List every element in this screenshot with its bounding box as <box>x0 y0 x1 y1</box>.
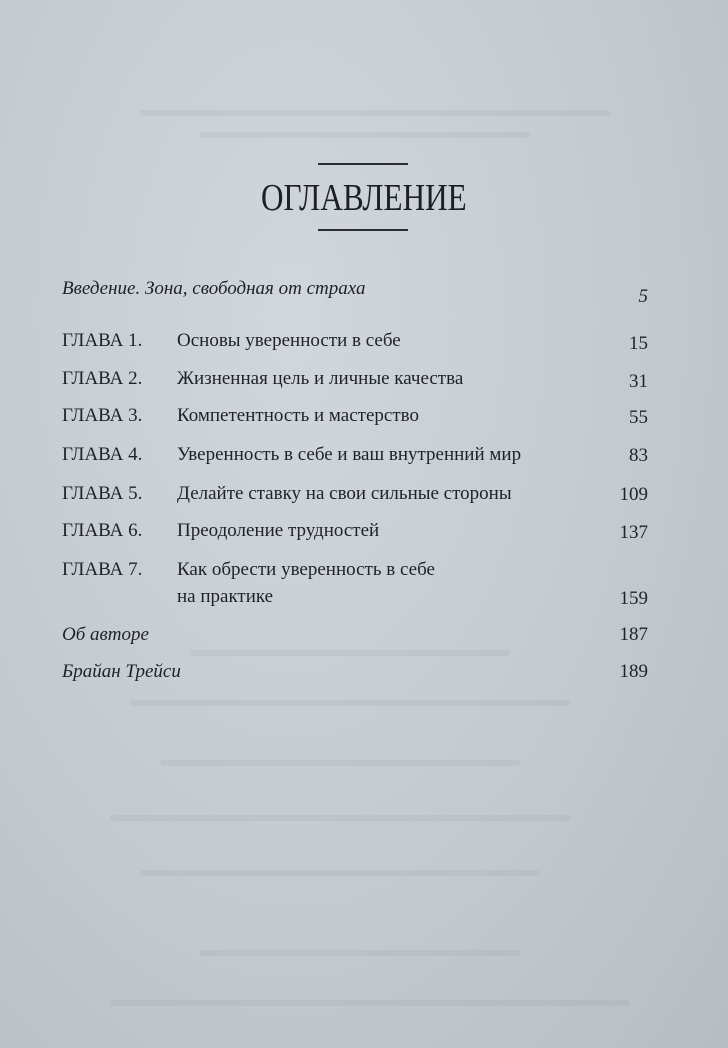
toc-page-number: 83 <box>629 445 648 466</box>
toc-entry-chapter-3 <box>62 403 648 433</box>
toc-entry-title: Введение. Зона, свободная от страха <box>62 278 366 299</box>
chapter-label: ГЛАВА 2. <box>62 368 143 389</box>
chapter-title: Основы уверенности в себе <box>177 330 401 351</box>
toc-page-number: 159 <box>619 588 648 609</box>
bleed-through-mark <box>110 1000 630 1006</box>
chapter-label: ГЛАВА 6. <box>62 520 143 541</box>
chapter-title: Как обрести уверенность в себе <box>177 559 435 580</box>
toc-entry-title: Об авторе <box>62 624 149 645</box>
toc-entry-chapter-4 <box>62 442 648 472</box>
chapter-label: ГЛАВА 5. <box>62 483 143 504</box>
toc-page-number: 187 <box>619 624 648 645</box>
chapter-title: Уверенность в себе и ваш внутренний мир <box>177 444 522 465</box>
heading-rule-top <box>318 163 408 165</box>
toc-page-number: 109 <box>619 484 648 505</box>
toc-entry-about-author <box>62 622 648 652</box>
toc-entry-chapter-7 <box>62 557 648 615</box>
toc-page-number: 31 <box>629 371 648 392</box>
chapter-title: Компетентность и мастерство <box>177 405 419 426</box>
chapter-label: ГЛАВА 4. <box>62 444 143 465</box>
chapter-title: Жизненная цель и личные качества <box>177 368 464 389</box>
chapter-title: Делайте ставку на свои сильные стороны <box>177 483 512 504</box>
chapter-title-continued: на практике <box>177 586 274 607</box>
bleed-through-mark <box>110 815 570 821</box>
toc-entry-title: Брайан Трейси <box>62 661 181 682</box>
chapter-title: Преодоление трудностей <box>177 520 380 541</box>
toc-entry-chapter-5 <box>62 481 648 511</box>
chapter-label: ГЛАВА 3. <box>62 405 143 426</box>
bleed-through-mark <box>140 110 610 116</box>
toc-entry-chapter-1 <box>62 328 648 358</box>
toc-entry-chapter-6 <box>62 518 648 548</box>
chapter-label: ГЛАВА 1. <box>62 330 143 351</box>
chapter-label: ГЛАВА 7. <box>62 559 143 580</box>
heading-rule-bottom <box>318 229 408 231</box>
toc-page-number: 55 <box>629 407 648 428</box>
toc-entry-author-name <box>62 659 648 689</box>
toc-page-number: 5 <box>638 286 648 307</box>
bleed-through-mark <box>130 700 570 706</box>
bleed-through-mark <box>160 760 520 766</box>
toc-page-number: 189 <box>619 661 648 682</box>
toc-page-number: 15 <box>629 333 648 354</box>
bleed-through-mark <box>140 870 540 876</box>
bleed-through-mark <box>200 132 530 138</box>
toc-page-number: 137 <box>619 522 648 543</box>
bleed-through-mark <box>200 950 520 956</box>
toc-entry-chapter-2 <box>62 366 648 396</box>
toc-entry-intro <box>62 276 648 306</box>
page-title: ОГЛАВЛЕНИЕ <box>261 177 467 219</box>
